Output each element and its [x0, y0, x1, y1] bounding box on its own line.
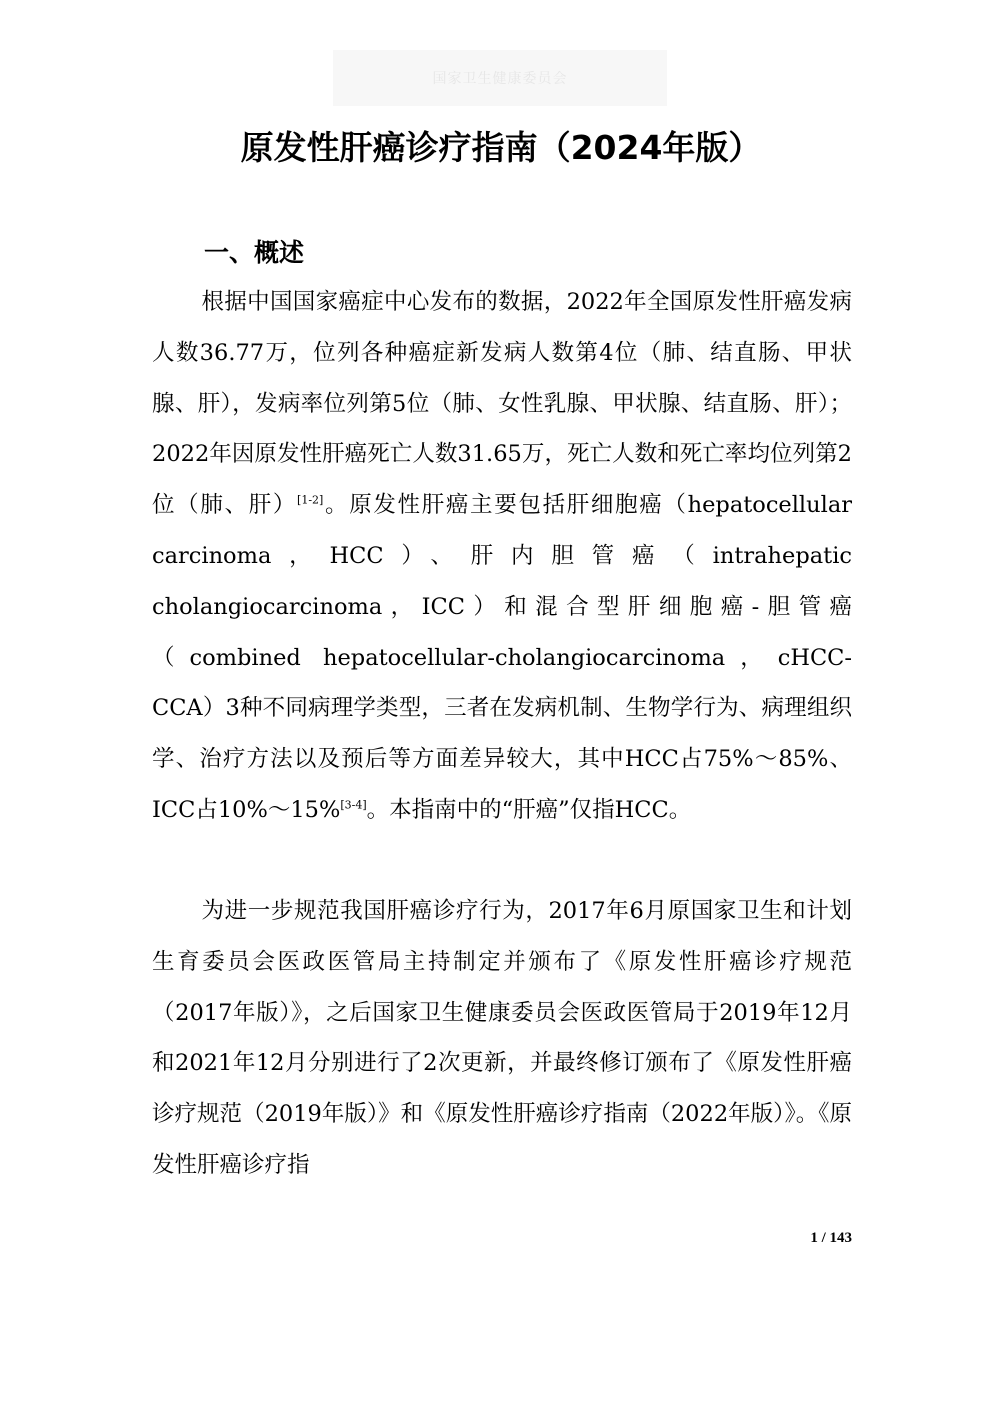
paragraph-text: 。本指南中的“肝癌”仅指HCC。 — [366, 796, 692, 823]
page-number: 1 / 143 — [810, 1230, 852, 1246]
overview-paragraph — [152, 277, 852, 836]
paragraph-text: 为进一步规范我国肝癌诊疗行为，2017年6月原国家卫生和计划生育委员会医政医管局主持制定并颁布了《原发性肝癌诊疗规范（2017年版）》，之后国家卫生健康委员会医政医管局于2019年12月和2021年12月分别进行了2次更新，并最终修订颁布了《原发性肝癌诊疗规范（2019年版）》和《原发性肝癌诊疗指南（2022年版）》。《原发性肝癌诊疗指 — [152, 898, 852, 1178]
history-paragraph — [152, 886, 852, 1191]
paragraph-text: 。原发性肝癌主要包括肝细胞癌（hepatocellular carcinoma，HCC）、肝内胆管癌（intrahepatic cholangiocarcinoma，ICC）和混合型肝细胞癌-胆管癌（combined hepatocellular-cholangiocarcinoma，cHCC-CCA）3种不同病理学类型，三者在发病机制、生物学行为、病理组织学、治疗方法以及预后等方面差异较大，其中HCC占75%～85%、ICC占10%～15% — [152, 492, 852, 823]
citation-ref: [3-4] — [340, 798, 367, 812]
section-heading: 一、概述 — [204, 238, 305, 267]
citation-ref: [1-2] — [297, 493, 324, 507]
document-title: 原发性肝癌诊疗指南（2024年版） — [240, 128, 762, 167]
paragraph-text: 根据中国国家癌症中心发布的数据，2022年全国原发性肝癌发病人数36.77万，位列各种癌症新发病人数第4位（肺、结直肠、甲状腺、肝），发病率位列第5位（肺、女性乳腺、甲状腺、结直肠、肝）；2022年因原发性肝癌死亡人数31.65万，死亡人数和死亡率均位列第2位（肺、肝） — [152, 289, 852, 519]
watermark: 国家卫生健康委员会 — [333, 50, 667, 106]
